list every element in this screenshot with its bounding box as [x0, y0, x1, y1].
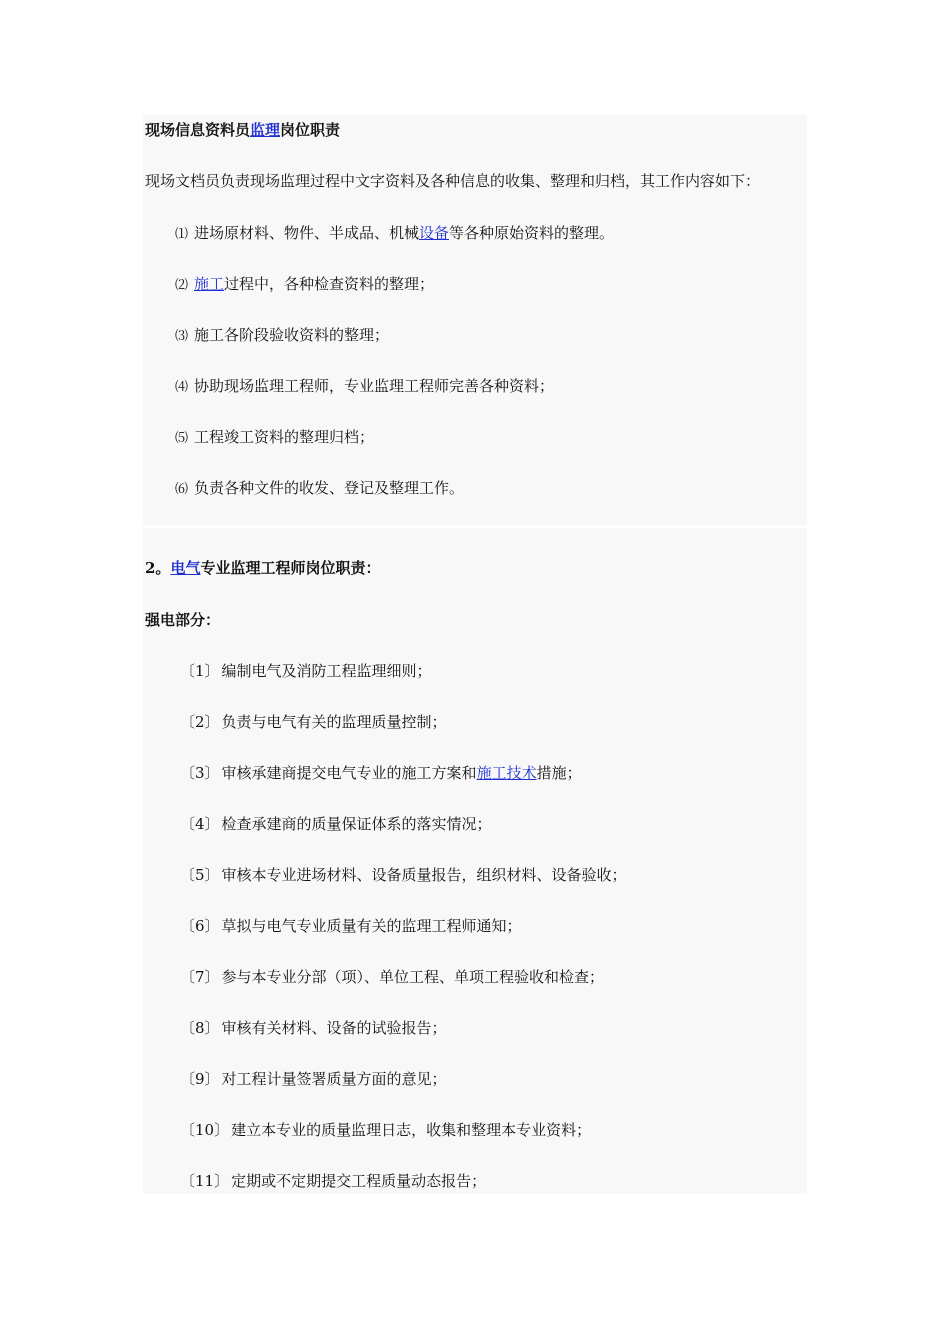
list-item: 〔9〕 对工程计量签署质量方面的意见； [180, 1070, 447, 1088]
item-number: 〔3〕 [180, 764, 220, 782]
item-number: ⑵ [175, 278, 189, 293]
list-item: 〔8〕 审核有关材料、设备的试验报告； [180, 1019, 447, 1037]
link-shigong-jishu[interactable]: 施工技术 [476, 764, 537, 782]
list-item: 〔2〕 负责与电气有关的监理质量控制； [180, 713, 447, 731]
item-number: 〔4〕 [180, 815, 220, 833]
list-item: ⑷ 协助现场监理工程师，专业监理工程师完善各种资料； [175, 377, 555, 395]
item-number: 〔9〕 [180, 1070, 220, 1088]
link-shigong[interactable]: 施工 [194, 275, 225, 293]
list-item: 〔6〕 草拟与电气专业质量有关的监理工程师通知； [180, 917, 522, 935]
item-number: 〔6〕 [180, 917, 220, 935]
list-item: ⑶ 施工各阶段验收资料的整理； [175, 326, 390, 344]
item-number: 〔2〕 [180, 713, 220, 731]
item-number: 〔1〕 [180, 662, 220, 680]
item-number: ⑹ [175, 482, 189, 497]
list-item: ⑹ 负责各种文件的收发、登记及整理工作。 [175, 479, 465, 497]
list-item: 〔4〕 检查承建商的质量保证体系的落实情况； [180, 815, 492, 833]
item-number: 〔10〕 [180, 1121, 230, 1139]
section1-intro: 现场文档员负责现场监理过程中文字资料及各种信息的收集、整理和归档，其工作内容如下： [145, 172, 761, 190]
item-number: 〔5〕 [180, 866, 220, 884]
list-item: 〔3〕 审核承建商提交电气专业的施工方案和施工技术措施； [180, 764, 582, 782]
item-number: 〔11〕 [180, 1172, 230, 1190]
list-item: ⑴ 进场原材料、物件、半成品、机械设备等各种原始资料的整理。 [175, 224, 615, 242]
list-item: ⑵ 施工过程中，各种检查资料的整理； [175, 275, 435, 293]
section1-title: 现场信息资料员监理岗位职责 [145, 121, 341, 139]
title-link-dianqi[interactable]: 电气 [170, 559, 201, 577]
list-item: 〔7〕 参与本专业分部（项）、单位工程、单项工程验收和检查； [180, 968, 605, 986]
list-item: 〔10〕 建立本专业的质量监理日志，收集和整理本专业资料； [180, 1121, 592, 1139]
item-number: ⑸ [175, 431, 189, 446]
section2-background [143, 528, 807, 1194]
list-item: 〔11〕 定期或不定期提交工程质量动态报告； [180, 1172, 487, 1190]
item-number: ⑶ [175, 329, 189, 344]
item-number: 〔7〕 [180, 968, 220, 986]
list-item: ⑸ 工程竣工资料的整理归档； [175, 428, 375, 446]
section2-subheading: 强电部分： [145, 611, 221, 629]
item-number: ⑴ [175, 227, 189, 242]
title-link-jianli[interactable]: 监理 [250, 121, 281, 139]
list-item: 〔1〕 编制电气及消防工程监理细则； [180, 662, 432, 680]
list-item: 〔5〕 审核本专业进场材料、设备质量报告，组织材料、设备验收； [180, 866, 627, 884]
link-shebei[interactable]: 设备 [419, 224, 450, 242]
item-number: 〔8〕 [180, 1019, 220, 1037]
section2-title: 2。电气专业监理工程师岗位职责： [145, 559, 381, 577]
item-number: ⑷ [175, 380, 189, 395]
